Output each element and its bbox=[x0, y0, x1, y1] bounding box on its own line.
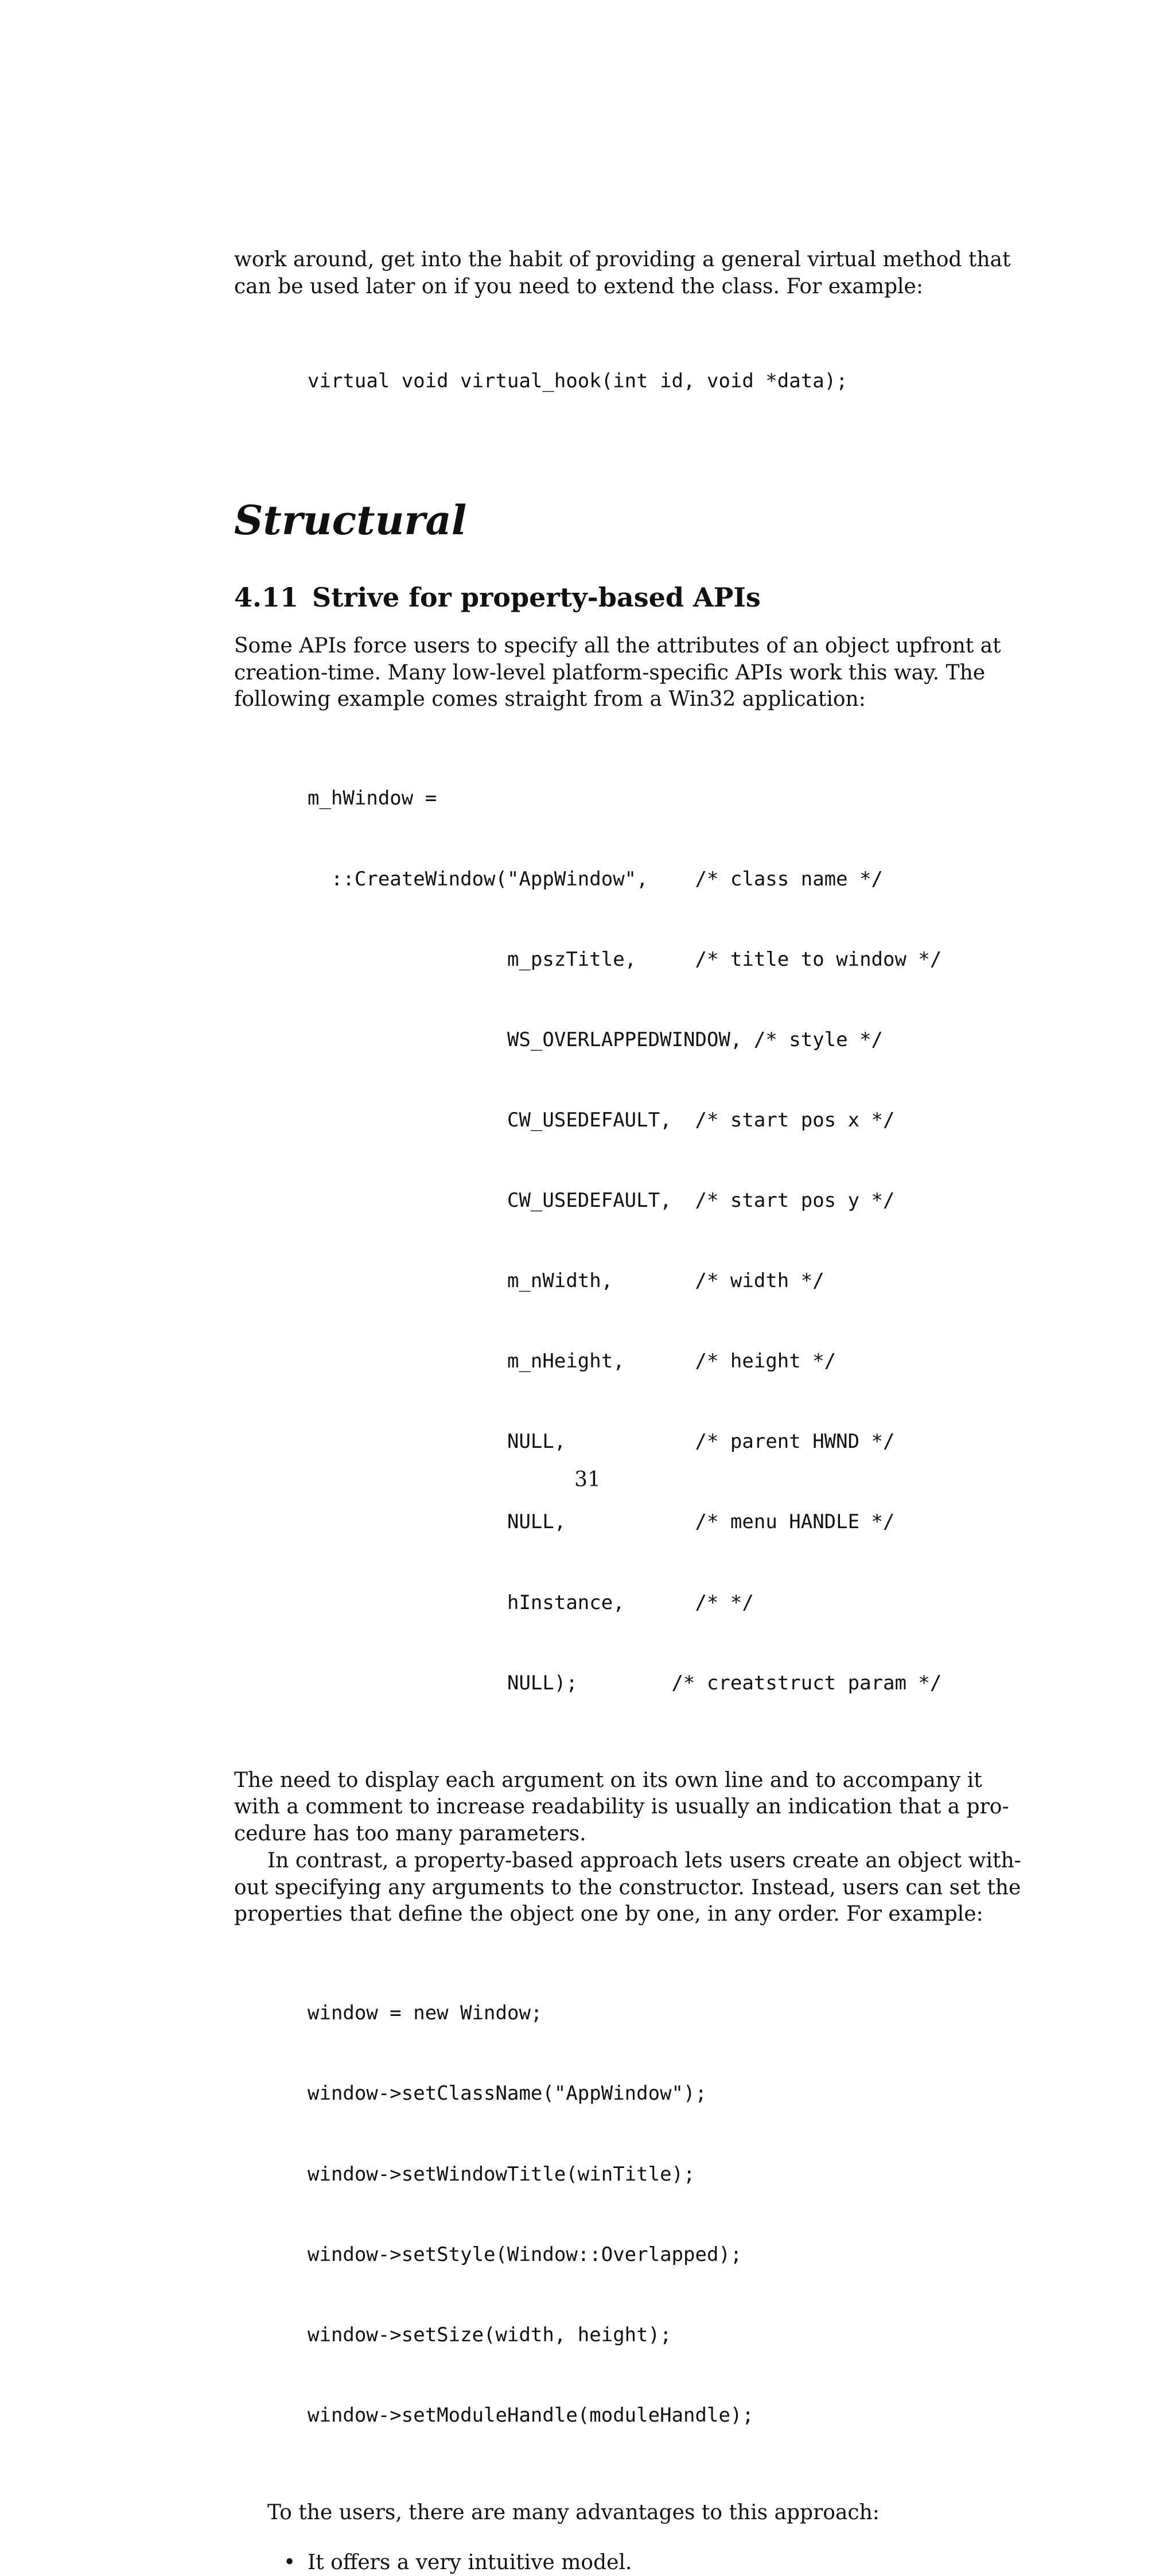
code-line: NULL, /* menu HANDLE */ bbox=[308, 1510, 895, 1534]
paragraph-line: out specifying any arguments to the constructor. Instead, users can set the bbox=[234, 1875, 1021, 1899]
paragraph-line: with a comment to increase readability is usually an indication that a pro- bbox=[234, 1795, 1009, 1819]
page-number: 31 bbox=[574, 1468, 601, 1491]
advantages-list bbox=[234, 2550, 951, 2576]
intro-line: can be used later on if you need to extend the class. For example: bbox=[234, 274, 923, 298]
code-line: window->setSize(width, height); bbox=[308, 2323, 672, 2346]
code-line: m_nHeight, /* height */ bbox=[308, 1350, 836, 1373]
intro-paragraph bbox=[234, 247, 1011, 300]
code-block-create-window bbox=[234, 732, 951, 1750]
paragraph-line: The need to display each argument on its own line and to accompany it bbox=[234, 1768, 982, 1792]
section-number: 4.11 bbox=[234, 581, 299, 613]
paragraph-line: following example comes straight from a Win32 application: bbox=[234, 687, 866, 712]
paragraph-line: creation-time. Many low-level platform-specific APIs work this way. The bbox=[234, 660, 986, 685]
paragraph-property-based bbox=[234, 1848, 1021, 1928]
section-heading bbox=[234, 581, 951, 613]
code-line: NULL, /* parent HWND */ bbox=[308, 1430, 895, 1454]
code-line: m_pszTitle, /* title to window */ bbox=[308, 947, 942, 971]
paragraph-line: Some APIs force users to specify all the attributes of an object upfront at bbox=[234, 634, 1001, 658]
code-line: hInstance, /* */ bbox=[308, 1591, 754, 1614]
part-title: Structural bbox=[234, 496, 467, 544]
code-line: WS_OVERLAPPEDWINDOW, /* style */ bbox=[308, 1028, 884, 1051]
code-line: window->setWindowTitle(winTitle); bbox=[308, 2162, 695, 2186]
list-item-text: It offers a very intuitive model. bbox=[308, 2550, 632, 2574]
section-title: Strive for property-based APIs bbox=[312, 581, 761, 613]
paragraph-line: In contrast, a property-based approach lets users create an object with- bbox=[267, 1848, 1021, 1872]
code-line: CW_USEDEFAULT, /* start pos x */ bbox=[308, 1108, 895, 1132]
paragraph-advantages bbox=[234, 2500, 951, 2527]
code-line: m_hWindow = bbox=[308, 787, 437, 810]
code-line: CW_USEDEFAULT, /* start pos y */ bbox=[308, 1188, 895, 1212]
list-item bbox=[234, 2550, 951, 2576]
code-block-property-api bbox=[234, 1946, 951, 2482]
intro-line: work around, get into the habit of providing a general virtual method that bbox=[234, 248, 1011, 271]
code-line: m_nWidth, /* width */ bbox=[308, 1269, 824, 1293]
code-line: window->setModuleHandle(moduleHandle); bbox=[308, 2403, 754, 2427]
code-line: window->setClassName("AppWindow"); bbox=[308, 2082, 707, 2105]
code-line: virtual void virtual_hook(int id, void *data); bbox=[308, 369, 848, 393]
code-line: NULL); /* creatstruct param */ bbox=[308, 1671, 942, 1695]
paragraph-too-many-params bbox=[234, 1767, 1009, 1848]
code-block-virtual-hook bbox=[234, 314, 951, 448]
paragraph-line: cedure has too many parameters. bbox=[234, 1822, 586, 1846]
bullet-icon: • bbox=[283, 2550, 296, 2574]
page-content bbox=[234, 247, 1021, 2576]
code-line: ::CreateWindow("AppWindow", /* class name */ bbox=[308, 867, 884, 891]
paragraph-line: properties that define the object one by one, in any order. For example: bbox=[234, 1902, 983, 1926]
code-line: window->setStyle(Window::Overlapped); bbox=[308, 2243, 742, 2266]
paragraph-win32-intro bbox=[234, 633, 1001, 713]
paragraph-line: To the users, there are many advantages to this approach: bbox=[267, 2501, 880, 2525]
code-line: window = new Window; bbox=[308, 2002, 543, 2025]
